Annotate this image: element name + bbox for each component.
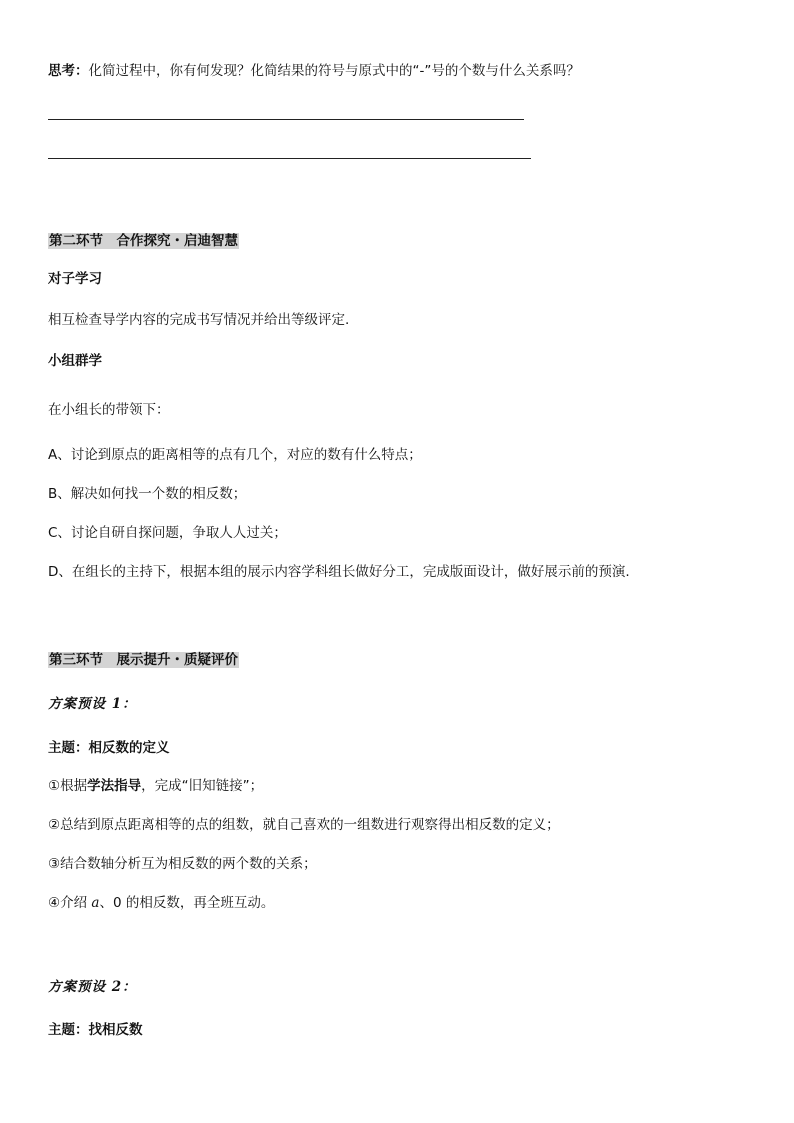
think-text: 化简过程中，你有何发现？化简结果的符号与原式中的“-”号的个数与什么关系吗？ [88, 63, 580, 79]
group-item-c: C、讨论自研自探问题，争取人人过关； [48, 525, 287, 541]
group-item-a: A、讨论到原点的距离相等的点有几个，对应的数有什么特点； [48, 447, 422, 463]
group-item-d: D、在组长的主持下，根据本组的展示内容学科组长做好分工，完成版面设计，做好展示前的预演. [48, 564, 630, 580]
group-study-title: 小组群学 [48, 353, 102, 369]
plan1-step3: ③结合数轴分析互为相反数的两个数的关系； [48, 856, 317, 872]
think-label: 思考： [48, 63, 89, 79]
answer-line-1 [48, 119, 524, 120]
plan1-step4: ④介绍 a、0 的相反数，再全班互动。 [48, 895, 275, 911]
plan1-step1: ①根据学法指导，完成“旧知链接”； [48, 778, 264, 794]
plan1-step2: ②总结到原点距离相等的点的组数，就自己喜欢的一组数进行观察得出相反数的定义； [48, 817, 560, 833]
group-study-intro: 在小组长的带领下： [48, 402, 170, 418]
section3-heading: 第三环节 展示提升・质疑评价 [49, 652, 238, 668]
pair-study-title: 对子学习 [48, 271, 102, 287]
plan2-title: 方案预设 2： [48, 979, 137, 995]
plan1-title: 方案预设 1： [48, 696, 137, 712]
pair-study-text: 相互检查导学内容的完成书写情况并给出等级评定. [48, 312, 350, 328]
plan1-topic: 主题：相反数的定义 [48, 740, 170, 756]
group-item-b: B、解决如何找一个数的相反数； [48, 486, 247, 502]
section2-heading: 第二环节 合作探究・启迪智慧 [49, 233, 238, 249]
plan2-topic: 主题：找相反数 [48, 1022, 143, 1038]
think-question [48, 62, 580, 80]
answer-line-2 [48, 158, 531, 159]
